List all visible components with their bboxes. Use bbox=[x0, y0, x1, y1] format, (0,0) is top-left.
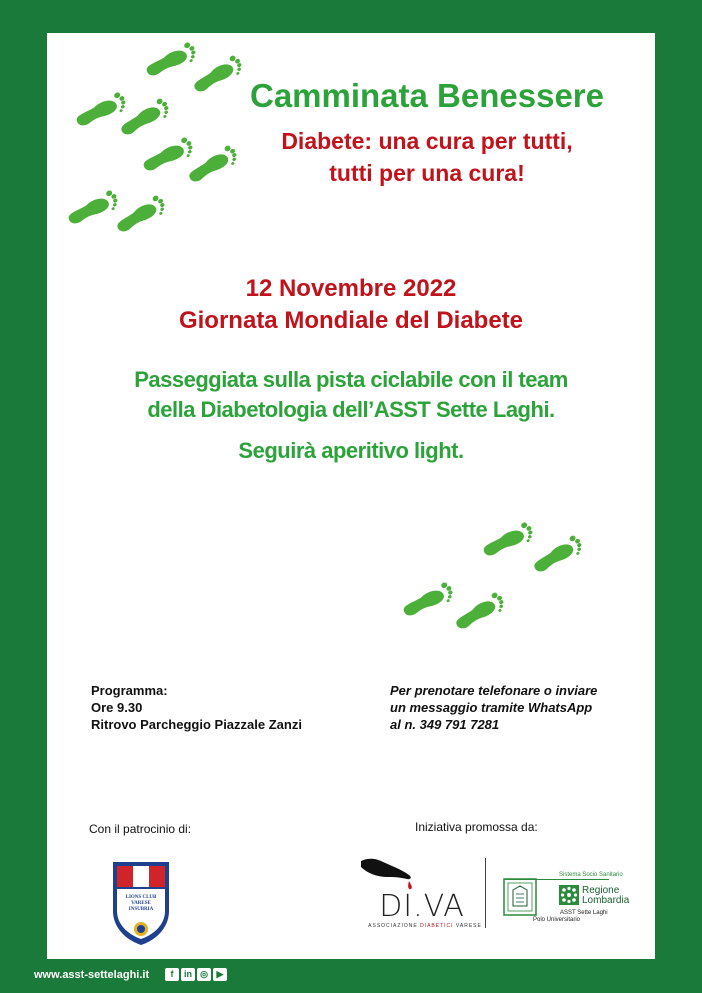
youtube-icon[interactable]: ▶ bbox=[213, 968, 227, 981]
program-label: Programma: bbox=[91, 683, 168, 698]
facebook-icon[interactable]: f bbox=[165, 968, 179, 981]
description-line-1: Passeggiata sulla pista ciclabile con il team bbox=[134, 367, 568, 392]
lombardia-system-label: Sistema Socio Sanitario bbox=[559, 872, 623, 878]
diva-sub-a: ASSOCIAZIONE bbox=[368, 923, 418, 929]
event-description bbox=[47, 365, 655, 425]
booking-line-1: Per prenotare telefonare o inviare bbox=[390, 683, 598, 698]
description-line-2: della Diabetologia dell’ASST Sette Laghi. bbox=[147, 397, 555, 422]
diva-hand-icon bbox=[359, 855, 419, 891]
footprint-icon bbox=[144, 40, 200, 83]
instagram-icon[interactable]: ◎ bbox=[197, 968, 211, 981]
event-date bbox=[47, 273, 655, 337]
logo-divider bbox=[485, 858, 486, 928]
booking-phone[interactable]: al n. 349 791 7281 bbox=[390, 717, 500, 732]
diva-logo-text: DI.VA bbox=[379, 889, 465, 924]
footprint-icon bbox=[66, 188, 122, 231]
footprint-icon bbox=[74, 90, 130, 133]
aperitivo-note: Seguirà aperitivo light. bbox=[238, 438, 464, 463]
lombardia-name bbox=[582, 886, 629, 906]
website-link[interactable]: www.asst-settelaghi.it bbox=[34, 969, 150, 981]
booking-line-2: un messaggio tramite WhatsApp bbox=[390, 700, 593, 715]
promoter-label: Iniziativa promossa da: bbox=[415, 820, 538, 834]
event-subtitle bbox=[217, 125, 637, 189]
footprint-icon bbox=[401, 580, 457, 623]
program-place: Ritrovo Parcheggio Piazzale Zanzi bbox=[91, 717, 302, 732]
program-info bbox=[91, 682, 371, 733]
footprint-icon bbox=[119, 96, 174, 142]
program-time: Ore 9.30 bbox=[91, 700, 143, 715]
social-icons bbox=[165, 968, 227, 981]
footprint-icon bbox=[115, 193, 170, 239]
footprint-icon bbox=[532, 533, 587, 579]
diva-sub-b: DIABETICI bbox=[420, 923, 454, 929]
asst-label: ASST Sette Laghi bbox=[560, 910, 608, 916]
diva-logo-subtitle bbox=[365, 923, 485, 929]
lombardia-name-2: Lombardia bbox=[582, 895, 630, 906]
footprint-icon bbox=[481, 520, 537, 563]
event-title: Camminata Benessere bbox=[249, 77, 604, 114]
lombardia-rule bbox=[505, 879, 609, 880]
lombardia-rose-icon bbox=[559, 885, 579, 905]
footprint-icon bbox=[454, 590, 509, 636]
subtitle-line-1: Diabete: una cura per tutti, bbox=[281, 128, 573, 154]
subtitle-line-2: tutti per una cura! bbox=[329, 160, 525, 186]
diva-sub-c: VARESE bbox=[455, 923, 482, 929]
flyer-sheet bbox=[47, 33, 655, 959]
lions-club-text: LIONS CLUB VARESE INSUBRIA bbox=[125, 895, 157, 912]
booking-info bbox=[390, 682, 650, 733]
patronage-label: Con il patrocinio di: bbox=[89, 822, 192, 836]
day-name-line: Giornata Mondiale del Diabete bbox=[178, 307, 524, 334]
lombardia-name-1: Regione bbox=[582, 885, 620, 896]
asst-emblem-icon bbox=[503, 878, 537, 916]
polo-label: Polo Universitario bbox=[533, 917, 581, 923]
date-line: 12 Novembre 2022 bbox=[245, 275, 457, 302]
footprint-icon bbox=[141, 135, 197, 178]
linkedin-icon[interactable]: in bbox=[181, 968, 195, 981]
footprints-bottom-right bbox=[382, 503, 602, 643]
